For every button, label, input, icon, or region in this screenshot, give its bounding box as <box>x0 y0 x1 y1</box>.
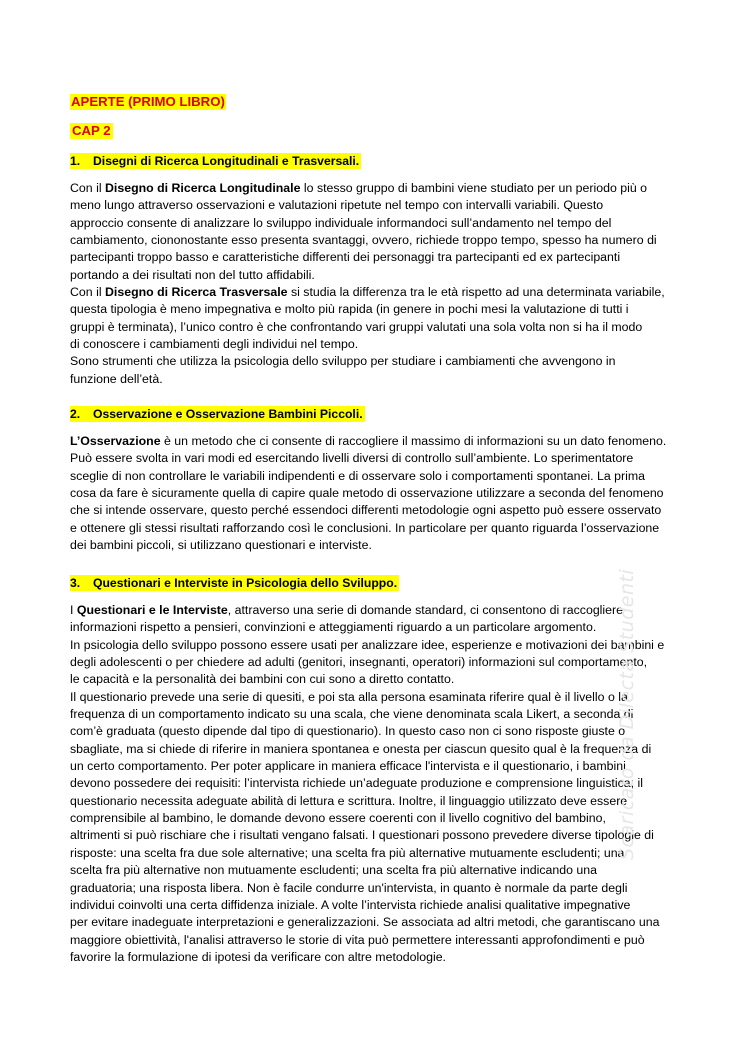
text-line: partecipanti troppo basso e caratteristiche differenti dei personaggi tra partecipanti ed ex partecipanti <box>70 250 621 265</box>
text-run: Con il <box>70 285 105 300</box>
text-line <box>70 433 676 450</box>
text-line: un certo comportamento. Per poter applicare in maniera efficace l'intervista e il questionario, i bambini <box>70 759 626 774</box>
text-run: lo stesso gruppo di bambini viene studiato per un periodo più o <box>300 181 648 195</box>
text-line: favorire la formulazione di ipotesi da verificare con altre metodologie. <box>70 949 446 964</box>
text-line: di conoscere i cambiamenti degli individui nel tempo. <box>70 337 359 352</box>
text-line: funzione dell’età. <box>70 371 163 386</box>
text-run: si studia la differenza tra le età rispetto ad una determinata variabile, <box>287 285 665 300</box>
text-line: scelta fra più alternative non mutuamente escludenti; una scelta fra più alternative indicando una <box>70 863 597 878</box>
text-line: per evitare inadeguate interpretazioni e generalizzazioni. Se associata ad altri metodi, che garantiscano una <box>70 915 660 930</box>
text-line: questa tipologia è meno impegnativa e molto più rapida (in genere in pochi mesi la valutazione di tutti i <box>70 302 629 317</box>
section-body-3 <box>70 602 676 966</box>
text-line: meno lungo attraverso osservazioni e valutazioni ripetute nel tempo con intervalli variabili. Questo <box>70 198 604 213</box>
text-line: risposte: una scelta fra due sole alternative; una scelta fra più alternative mutuamente escludenti; una <box>70 845 625 860</box>
text-run: Con il <box>70 181 105 195</box>
document-title: APERTE (PRIMO LIBRO) <box>71 94 225 109</box>
text-line: Può essere svolta in vari modi ed esercitando livelli diversi di controllo sull’ambiente. Lo sperimentatore <box>70 451 634 466</box>
section-heading-2 <box>70 406 365 422</box>
text-run: è un metodo che ci consente di raccogliere il massimo di informazioni su un dato fenomeno. <box>160 434 667 448</box>
text-line: cambiamento, ciononostante esso presenta svantaggi, ovvero, richiede troppo tempo, spesso ha numero di <box>70 233 657 248</box>
text-line: sbagliate, ma si chiede di riferire in maniera spontanea e onesta per ciascun quesito qual è la frequenza di <box>70 741 652 756</box>
chapter-label: CAP 2 <box>72 123 111 138</box>
text-line: com’è graduata (questo dipende dal tipo di questionario). In questo caso non ci sono risposte giuste o <box>70 724 626 739</box>
section-title: Osservazione e Osservazione Bambini Piccoli. <box>93 407 363 421</box>
text-line: informazioni rispetto a pensieri, convinzioni e atteggiamenti riguardo a un particolare argomento. <box>70 620 597 635</box>
text-line: sceglie di non controllare le variabili indipendenti e di osservare solo i comportamenti spontanei. La prima <box>70 468 645 483</box>
text-run: , attraverso una serie di domande standard, ci consentono di raccogliere <box>227 603 624 617</box>
text-line: individui coinvolti una certa diffidenza iniziale. A volte l’intervista richiede analisi qualitative impegnative <box>70 897 631 912</box>
text-line: devono possedere dei requisiti: l’intervista richiede un’adeguate produzione e comprensione linguistica; il <box>70 776 643 791</box>
bold-term: Disegno di Ricerca Trasversale <box>105 285 288 300</box>
text-line: graduatoria; una risposta libera. Non è facile condurre un'intervista, in quanto è normale da parte degli <box>70 880 628 895</box>
bold-term: Disegno di Ricerca Longitudinale <box>105 181 301 195</box>
text-line <box>70 284 676 301</box>
text-line <box>70 180 676 197</box>
text-line: questionario necessita adeguate abilità di lettura e scrittura. Inoltre, il linguaggio utilizzato deve essere <box>70 793 628 808</box>
watermark-text: Scaricato da Dilecta Studenti <box>616 568 638 860</box>
section-body-1 <box>70 180 676 388</box>
section-heading-3 <box>70 575 399 591</box>
section-title: Questionari e Interviste in Psicologia dello Sviluppo. <box>93 576 398 590</box>
text-line: portando a dei risultati non del tutto affidabili. <box>70 267 315 282</box>
text-line: altrimenti si può rischiare che i risultati vengano falsati. I questionari possono prevedere diverse tipologie di <box>70 828 654 843</box>
section-number: 3. <box>70 576 81 590</box>
text-line: comprensibile al bambino, le domande devono essere coerenti con il livello cognitivo del bambino, <box>70 811 606 826</box>
text-line: e ottenere gli stessi risultati rafforzando così le conclusioni. In particolare per quanto riguarda l’osservazione <box>70 520 660 535</box>
text-line: cosa da fare è sicuramente quella di capire quale metodo di osservazione utilizzare a seconda del fenomeno <box>70 486 664 501</box>
text-line: degli adolescenti o per chiedere ad adulti (genitori, insegnanti, operatori) informazioni sul comportamento, <box>70 655 648 670</box>
section-number: 2. <box>70 407 81 421</box>
text-line: che si intende osservare, questo perché essendoci differenti metodologie ogni aspetto può essere osservato <box>70 503 662 518</box>
text-line: approccio consente di analizzare lo sviluppo individuale informandoci sull’andamento nel tempo del <box>70 215 612 230</box>
section-heading-1 <box>70 153 361 169</box>
text-line: maggiore obiettività, l'analisi attraverso le storie di vita può permettere interessanti approfondimenti e può <box>70 932 645 947</box>
bold-term: Questionari e le Interviste <box>76 603 228 617</box>
section-number: 1. <box>70 154 81 168</box>
section-body-2 <box>70 433 676 554</box>
bold-term: L’Osservazione <box>70 434 161 448</box>
text-line <box>70 602 676 619</box>
text-line: dei bambini piccoli, si utilizzano questionari e interviste. <box>70 538 372 553</box>
text-line: le capacità e la personalità dei bambini con cui sono a diretto contatto. <box>70 672 455 687</box>
text-line: gruppi è terminata), l’unico contro è che confrontando vari gruppi valutati una sola volta non si ha il modo <box>70 319 643 334</box>
text-line: In psicologia dello sviluppo possono essere usati per analizzare idee, esperienze e motivazioni dei bambini e <box>70 637 665 652</box>
text-line: frequenza di un comportamento indicato su una scala, che viene denominata scala Likert, a seconda di <box>70 707 634 722</box>
text-line: Sono strumenti che utilizza la psicologia dello sviluppo per studiare i cambiamenti che avvengono in <box>70 354 616 369</box>
section-title: Disegni di Ricerca Longitudinali e Trasversali. <box>93 154 360 168</box>
text-run: I <box>70 603 77 617</box>
text-line: Il questionario prevede una serie di quesiti, e poi sta alla persona esaminata riferire qual è il livello o la <box>70 689 628 704</box>
